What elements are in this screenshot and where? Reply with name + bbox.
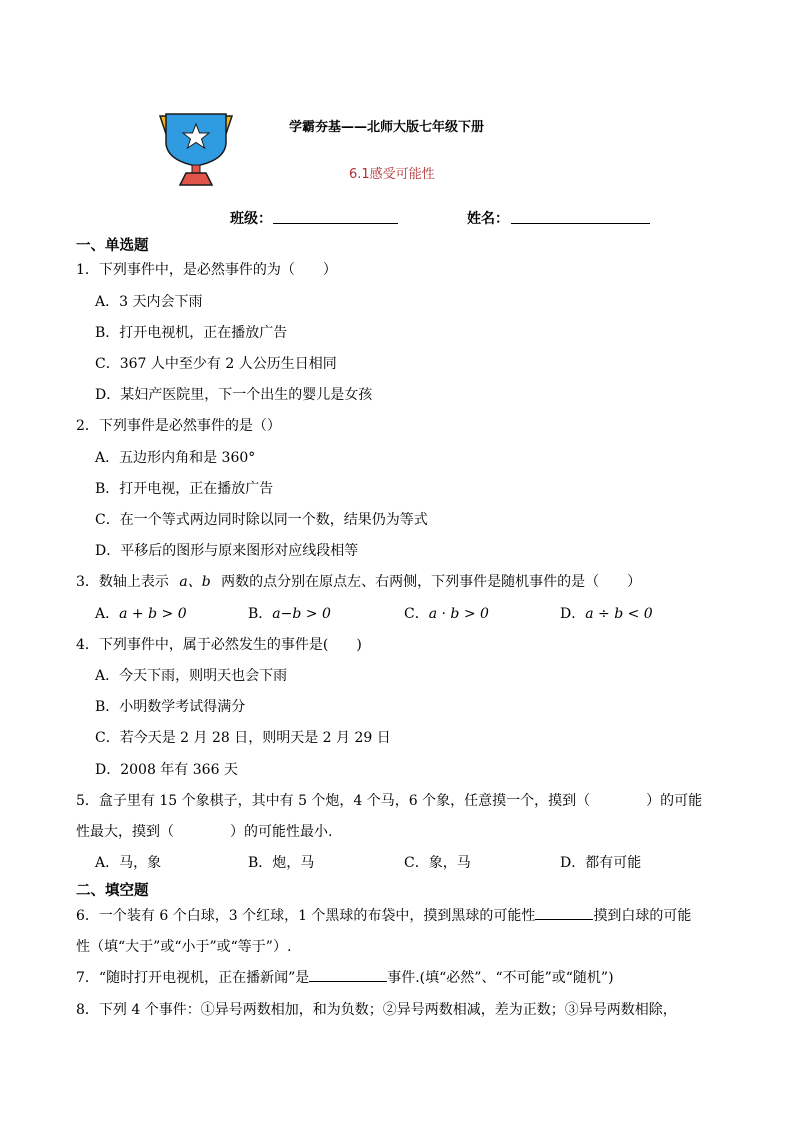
question-5-option-c[interactable]: C．象，马 xyxy=(404,855,471,871)
class-label: 班级： xyxy=(230,211,272,227)
question-1-stem: 1．下列事件中，是必然事件的为（ ） xyxy=(76,262,337,278)
option-math: a−b > 0 xyxy=(272,606,331,622)
question-6-line2: 性（填“大于”或“小于”或“等于”）. xyxy=(76,939,292,955)
question-8-line1: 8．下列 4 个事件：①异号两数相加，和为负数；②异号两数相减，差为正数；③异号两数相除， xyxy=(76,1002,677,1018)
question-1-option-a[interactable]: A．3 天内会下雨 xyxy=(95,294,203,310)
question-6-line1 xyxy=(76,905,691,925)
question-2-stem: 2．下列事件是必然事件的是（） xyxy=(76,418,281,434)
question-5-stem-line2: 性最大，摸到（ ）的可能性最小. xyxy=(76,824,333,840)
option-math: a ÷ b < 0 xyxy=(585,606,653,622)
question-6-text-pre: 6．一个装有 6 个白球，3 个红球，1 个黑球的布袋中，摸到黑球的可能性 xyxy=(76,908,536,924)
question-5-option-b[interactable]: B．炮，马 xyxy=(248,855,315,871)
question-6-text-post: 摸到白球的可能 xyxy=(593,908,692,924)
option-label: A． xyxy=(95,606,120,622)
question-3-option-a[interactable] xyxy=(95,603,187,623)
question-7-text-post: 事件.(填“必然”、“不可能”或“随机”) xyxy=(387,970,614,986)
page-title: 学霸夯基——北师大版七年级下册 xyxy=(289,120,485,135)
question-4-option-c[interactable]: C．若今天是 2 月 28 日，则明天是 2 月 29 日 xyxy=(95,730,391,746)
question-2-option-c[interactable]: C．在一个等式两边同时除以同一个数，结果仍为等式 xyxy=(95,512,428,528)
question-5-stem-line1: 5．盒子里有 15 个象棋子，其中有 5 个炮，4 个马，6 个象，任意摸一个，摸到（ ）的可能 xyxy=(76,793,703,809)
question-3-stem-math: a、b xyxy=(179,574,211,590)
class-field[interactable] xyxy=(273,223,398,224)
question-3-stem-pre: 3．数轴上表示 xyxy=(76,574,169,590)
question-2-option-a[interactable]: A．五边形内角和是 360° xyxy=(95,450,256,466)
name-field[interactable] xyxy=(511,223,650,224)
question-4-option-b[interactable]: B．小明数学考试得满分 xyxy=(95,699,246,715)
question-1-option-b[interactable]: B．打开电视机，正在播放广告 xyxy=(95,325,288,341)
question-2-option-d[interactable]: D．平移后的图形与原来图形对应线段相等 xyxy=(95,543,359,559)
option-label: B． xyxy=(248,606,273,622)
question-5-option-d[interactable]: D．都有可能 xyxy=(560,855,642,871)
question-4-stem: 4．下列事件中，属于必然发生的事件是( ) xyxy=(76,637,362,653)
question-3-option-d[interactable] xyxy=(560,603,653,623)
question-5-option-a[interactable]: A．马，象 xyxy=(95,855,162,871)
option-math: a + b > 0 xyxy=(119,606,187,622)
question-3-option-b[interactable] xyxy=(248,603,331,623)
name-label: 姓名： xyxy=(467,211,509,227)
question-4-option-d[interactable]: D．2008 年有 366 天 xyxy=(95,762,238,778)
question-7-text-pre: 7．“随时打开电视机，正在播新闻”是 xyxy=(76,970,310,986)
question-2-option-b[interactable]: B．打开电视，正在播放广告 xyxy=(95,481,274,497)
section-heading-fill-in: 二、填空题 xyxy=(76,883,149,899)
question-3-option-c[interactable] xyxy=(404,603,489,623)
trophy-star-icon xyxy=(152,112,240,188)
question-7 xyxy=(76,967,614,987)
question-6-answer-blank[interactable] xyxy=(535,918,593,920)
option-label: C． xyxy=(404,606,429,622)
question-3-stem xyxy=(76,571,641,591)
question-7-answer-blank[interactable] xyxy=(309,980,387,982)
question-4-option-a[interactable]: A．今天下雨，则明天也会下雨 xyxy=(95,668,288,684)
option-label: D． xyxy=(560,606,586,622)
page-subtitle: 6.1感受可能性 xyxy=(349,167,435,182)
section-heading-single-choice: 一、单选题 xyxy=(76,238,149,254)
question-1-option-d[interactable]: D．某妇产医院里，下一个出生的婴儿是女孩 xyxy=(95,387,373,403)
question-1-option-c[interactable]: C．367 人中至少有 2 人公历生日相同 xyxy=(95,356,337,372)
option-math: a · b > 0 xyxy=(428,606,489,622)
question-3-stem-post: 两数的点分别在原点左、右两侧，下列事件是随机事件的是（ ） xyxy=(221,574,642,590)
